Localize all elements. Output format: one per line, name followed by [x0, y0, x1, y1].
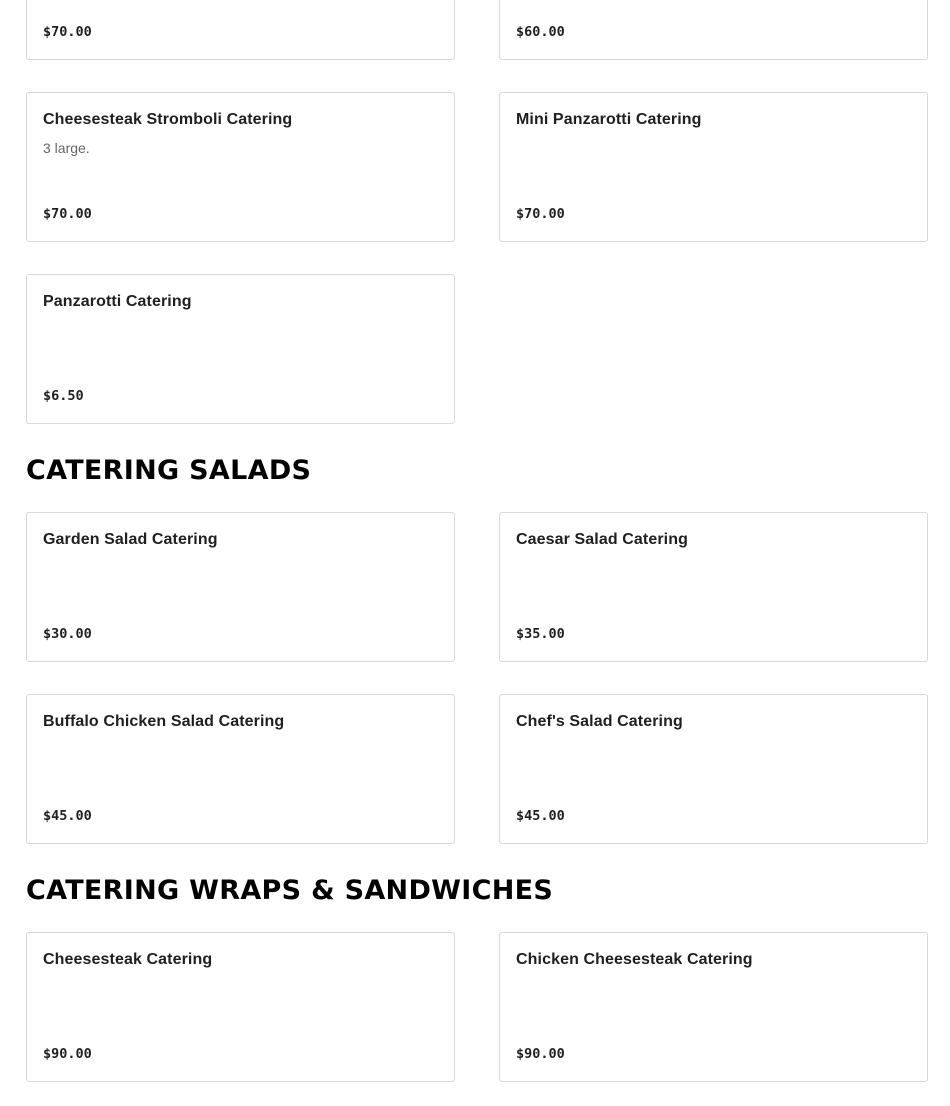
item-description: 3 large.	[43, 140, 90, 156]
item-name: Mini Panzarotti Catering	[516, 111, 702, 128]
menu-item-card[interactable]	[26, 932, 455, 1082]
item-name: Panzarotti Catering	[43, 293, 192, 310]
menu-item-card[interactable]	[26, 0, 455, 60]
item-price: $90.00	[43, 1046, 92, 1062]
item-price: $60.00	[516, 24, 565, 40]
item-name: Chef's Salad Catering	[516, 713, 683, 730]
menu-item-card[interactable]	[499, 694, 928, 844]
menu-item-card[interactable]	[499, 512, 928, 662]
item-price: $70.00	[516, 206, 565, 222]
item-name: Cheesesteak Stromboli Catering	[43, 111, 293, 128]
item-price: $70.00	[43, 24, 92, 40]
section-title-salads: CATERING SALADS	[26, 455, 312, 486]
menu-item-card[interactable]	[26, 694, 455, 844]
menu-item-card[interactable]	[499, 92, 928, 242]
item-price: $35.00	[516, 626, 565, 642]
item-price: $45.00	[516, 808, 565, 824]
menu-item-card[interactable]	[26, 512, 455, 662]
section-title-wraps-sandwiches: CATERING WRAPS & SANDWICHES	[26, 875, 554, 906]
item-name: Buffalo Chicken Salad Catering	[43, 713, 285, 730]
menu-item-card[interactable]	[499, 0, 928, 60]
menu-item-card[interactable]	[499, 932, 928, 1082]
item-name: Garden Salad Catering	[43, 531, 218, 548]
item-price: $45.00	[43, 808, 92, 824]
item-name: Caesar Salad Catering	[516, 531, 688, 548]
item-price: $6.50	[43, 388, 84, 404]
item-name: Chicken Cheesesteak Catering	[516, 951, 753, 968]
item-price: $70.00	[43, 206, 92, 222]
menu-item-card[interactable]	[26, 92, 455, 242]
item-price: $30.00	[43, 626, 92, 642]
item-price: $90.00	[516, 1046, 565, 1062]
item-name: Cheesesteak Catering	[43, 951, 213, 968]
menu-item-card[interactable]	[26, 274, 455, 424]
